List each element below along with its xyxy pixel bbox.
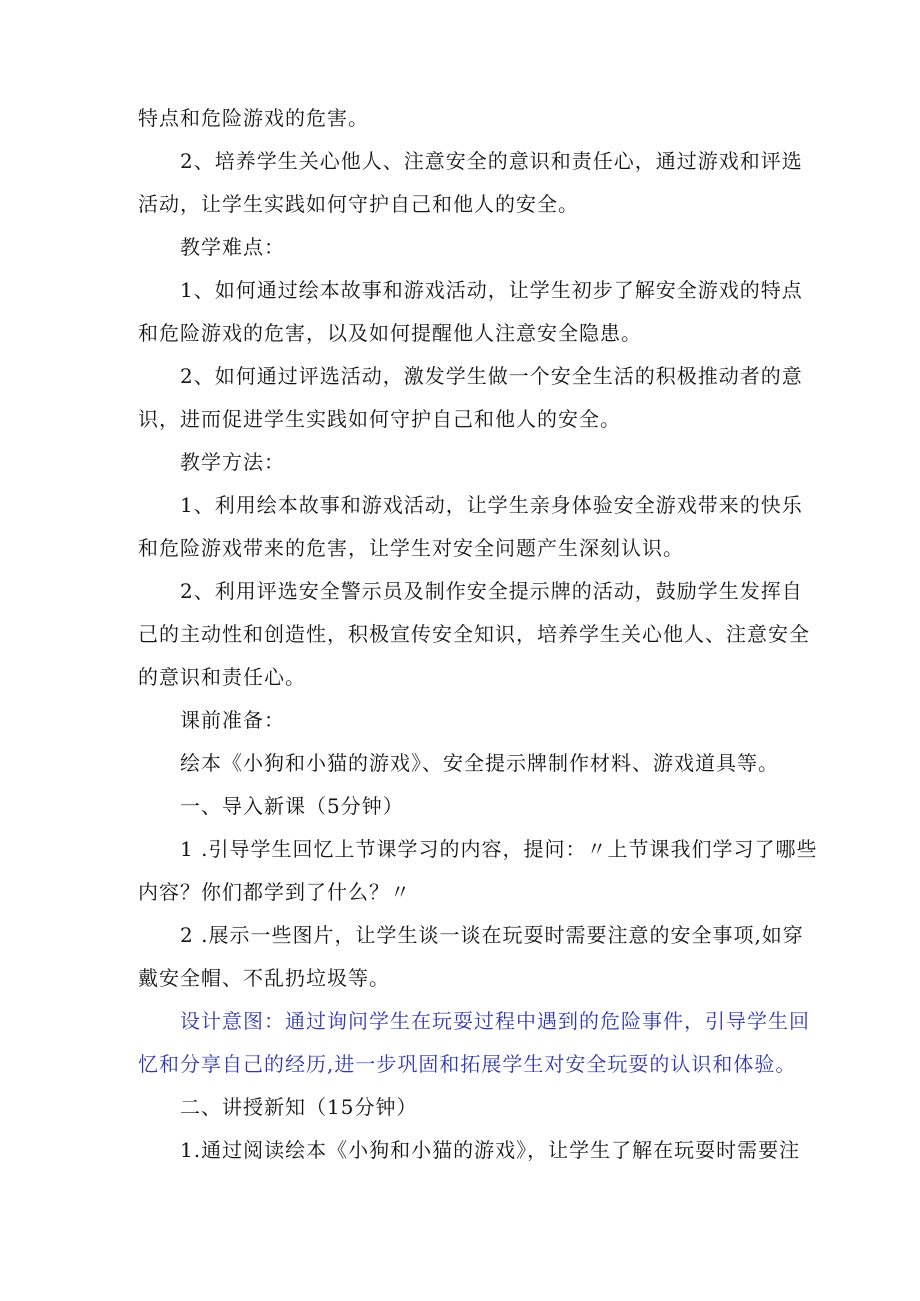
text-line: 和危险游戏的危害，以及如何提醒他人注意安全隐患。 (138, 321, 642, 345)
section-heading: 二、讲授新知（15分钟） (180, 1095, 418, 1119)
text-line: 的意识和责任心。 (138, 665, 306, 689)
design-intent-line: 设计意图：通过询问学生在玩耍过程中遇到的危险事件，引导学生回 (180, 1009, 810, 1033)
text-line: 内容？你们都学到了什么？〃 (138, 880, 411, 904)
section-heading: 一、导入新课（5分钟） (180, 794, 404, 818)
text-line: 绘本《小狗和小猫的游戏》、安全提示牌制作材料、游戏道具等。 (180, 751, 779, 775)
design-intent-line: 忆和分享自己的经历,进一步巩固和拓展学生对安全玩耍的认识和体验。 (138, 1052, 797, 1076)
text-line: 2、利用评选安全警示员及制作安全提示牌的活动，鼓励学生发挥自 (180, 579, 803, 603)
text-line: 1、如何通过绘本故事和游戏活动，让学生初步了解安全游戏的特点 (180, 278, 803, 302)
text-line: 和危险游戏带来的危害，让学生对安全问题产生深刻认识。 (138, 536, 684, 560)
text-line: 特点和危险游戏的危害。 (138, 106, 369, 130)
text-line: 戴安全帽、不乱扔垃圾等。 (138, 966, 390, 990)
text-line: 1 .引导学生回忆上节课学习的内容，提问：〃上节课我们学习了哪些 (180, 837, 818, 861)
text-line: 活动，让学生实践如何守护自己和他人的安全。 (138, 192, 579, 216)
text-line: 2、培养学生关心他人、注意安全的意识和责任心，通过游戏和评选 (180, 149, 803, 173)
text-line: 识，进而促进学生实践如何守护自己和他人的安全。 (138, 407, 621, 431)
text-line: 2、如何通过评选活动，激发学生做一个安全生活的积极推动者的意 (180, 364, 803, 388)
section-heading: 教学方法： (180, 450, 285, 474)
section-heading: 教学难点： (180, 235, 285, 259)
text-line: 1、利用绘本故事和游戏活动，让学生亲身体验安全游戏带来的快乐 (180, 493, 803, 517)
section-heading: 课前准备： (180, 708, 285, 732)
text-line: 己的主动性和创造性，积极宣传安全知识，培养学生关心他人、注意安全 (138, 622, 810, 646)
text-line: 2 .展示一些图片，让学生谈一谈在玩耍时需要注意的安全事项,如穿 (180, 923, 804, 947)
text-line: 1.通过阅读绘本《小狗和小猫的游戏》，让学生了解在玩耍时需要注 (180, 1138, 801, 1162)
